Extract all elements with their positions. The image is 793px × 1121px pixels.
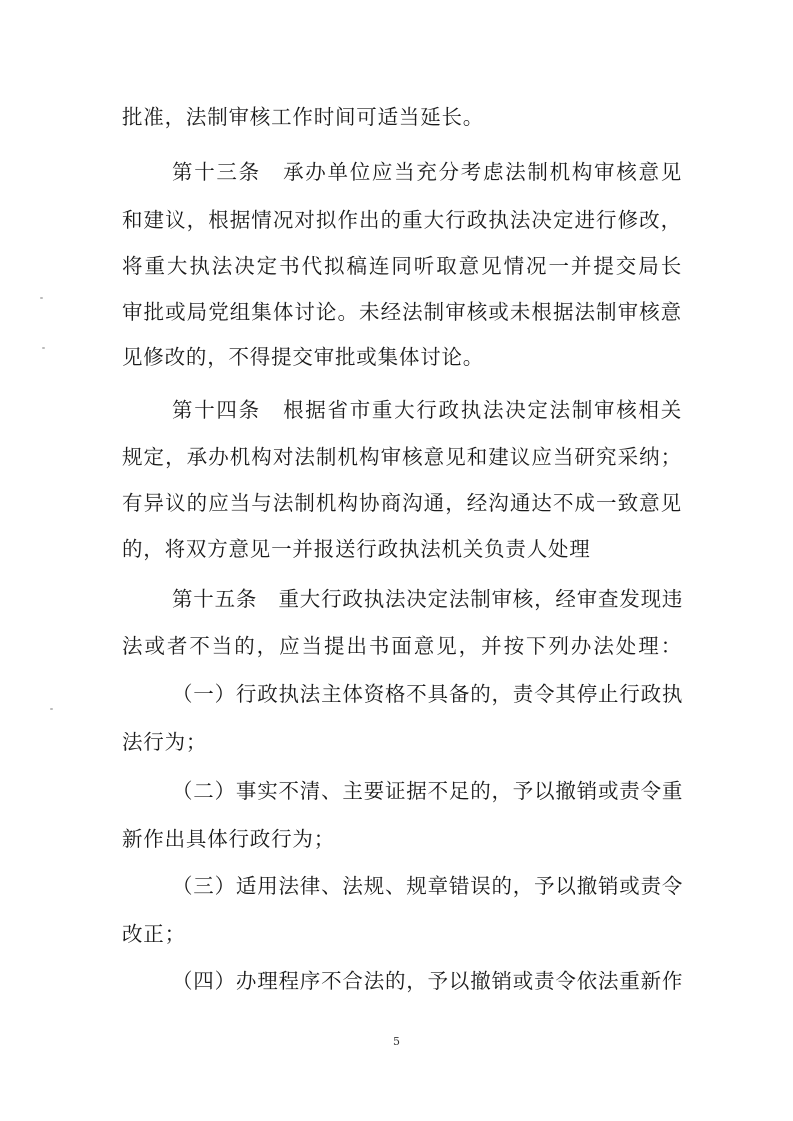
scan-speck [42, 347, 45, 349]
text-line: 批准，法制审核工作时间可适当延长。 [122, 105, 485, 129]
text-line: 见修改的，不得提交审批或集体讨论。 [122, 345, 485, 369]
article-15-heading-line: 第十五条 重大行政执法决定法制审核，经审查发现违 [172, 587, 684, 611]
text-line: 将重大执法决定书代拟稿连同听取意见情况一并提交局长 [122, 254, 682, 278]
article-13-heading-line: 第十三条 承办单位应当充分考虑法制机构审核意见 [172, 160, 682, 184]
list-item-3-line: （三）适用法律、法规、规章错误的，予以撤销或责令 [172, 874, 684, 898]
scan-speck [40, 297, 43, 299]
text-line: 新作出具体行政行为； [122, 827, 335, 851]
text-line: 法行为； [122, 730, 208, 754]
list-item-2-line: （二）事实不清、主要证据不足的，予以撤销或责令重 [172, 779, 684, 803]
text-line: 的，将双方意见一并报送行政执法机关负责人处理 [122, 537, 591, 561]
text-line: 审批或局党组集体讨论。未经法制审核或未根据法制审核意 [122, 300, 682, 324]
text-line: 法或者不当的，应当提出书面意见，并按下列办法处理： [122, 634, 682, 658]
text-line: 有异议的应当与法制机构协商沟通，经沟通达不成一致意见 [122, 491, 682, 515]
scan-speck [50, 708, 53, 710]
text-line: 规定，承办机构对法制机构审核意见和建议应当研究采纳； [122, 445, 682, 469]
text-line: 改正； [122, 922, 186, 946]
list-item-4-line: （四）办理程序不合法的，予以撤销或责令依法重新作 [172, 969, 684, 993]
page-number: 5 [393, 1035, 400, 1048]
text-line: 和建议，根据情况对拟作出的重大行政执法决定进行修改， [122, 208, 682, 232]
list-item-1-line: （一）行政执法主体资格不具备的，责令其停止行政执 [172, 682, 684, 706]
article-14-heading-line: 第十四条 根据省市重大行政执法决定法制审核相关 [172, 398, 682, 422]
